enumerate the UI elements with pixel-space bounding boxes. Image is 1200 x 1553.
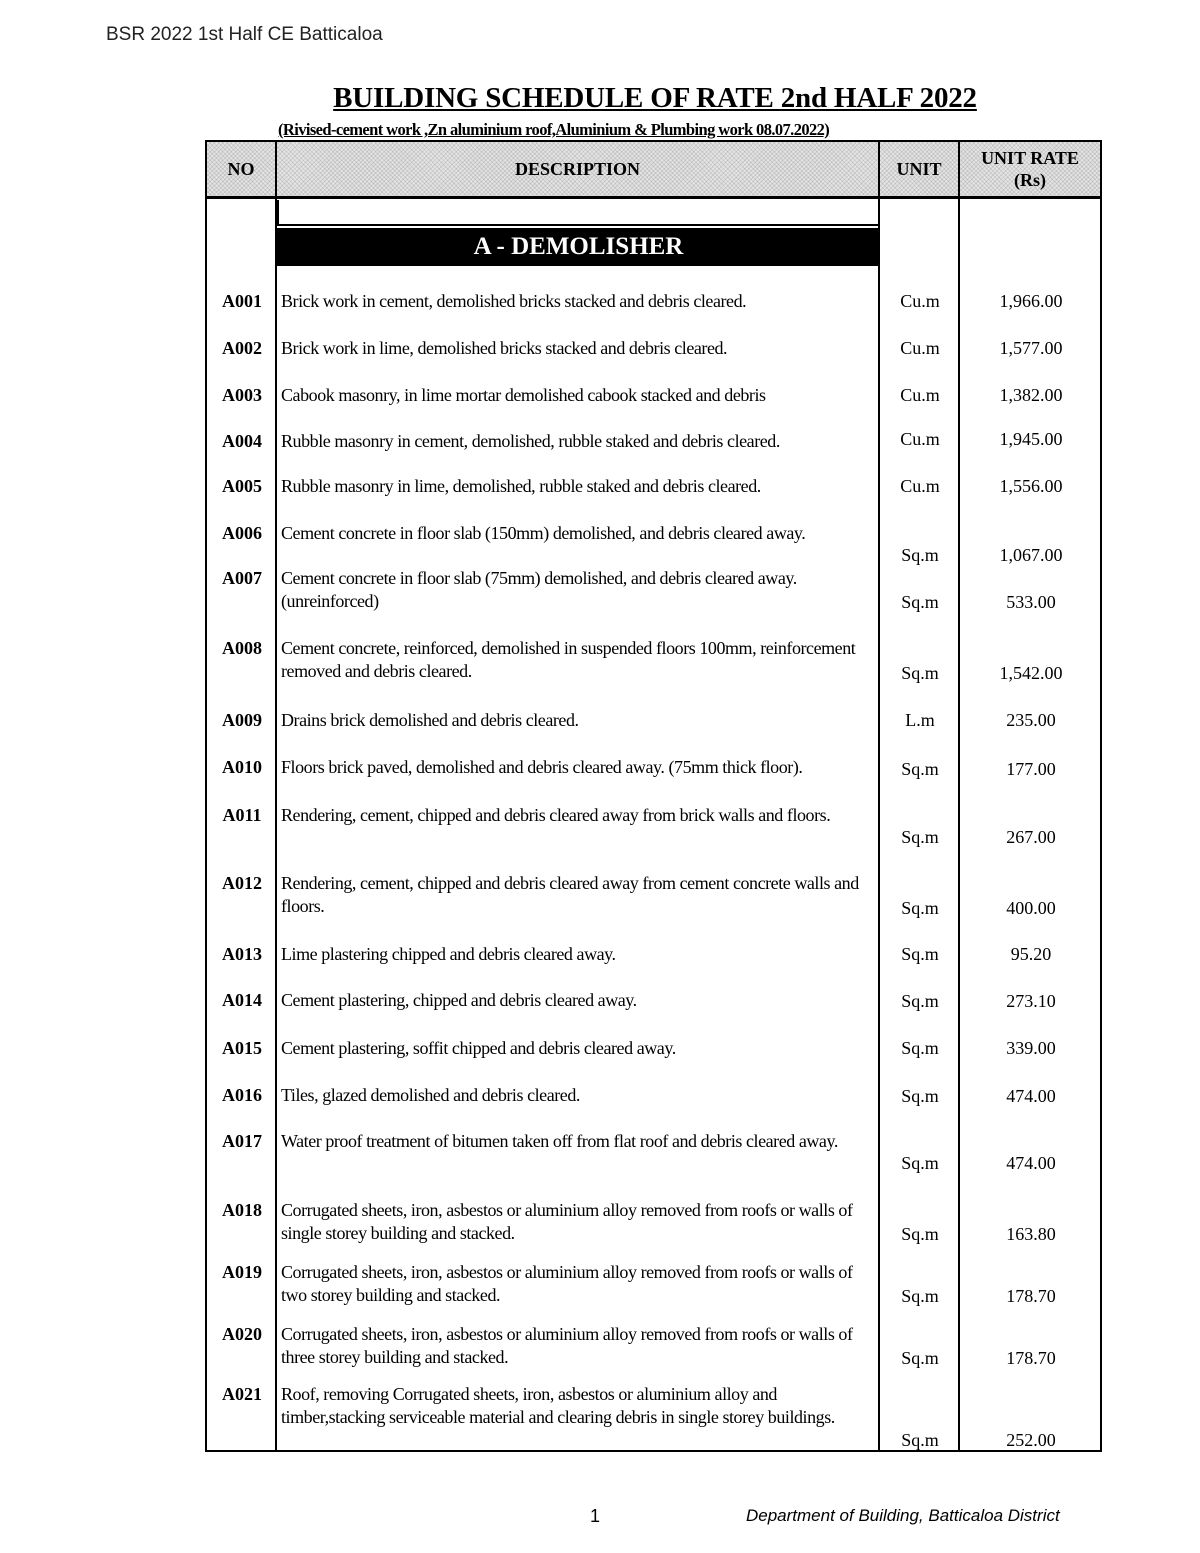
document-title: BUILDING SCHEDULE OF RATE 2nd HALF 2022 (333, 82, 977, 114)
item-unit: Sq.m (901, 898, 939, 918)
section-heading: A - DEMOLISHER (277, 228, 880, 266)
item-rate: 474.00 (1006, 1153, 1056, 1173)
item-code: A021 (222, 1384, 262, 1404)
item-description: Water proof treatment of bitumen taken off from flat roof and debris cleared away. (281, 1131, 838, 1151)
header-unit-rate-line1: UNIT RATE (981, 148, 1079, 168)
item-description: Cement concrete, reinforced, demolished in suspended floors 100mm, reinforcement removed and debris cleared. (281, 638, 856, 681)
item-description: Rendering, cement, chipped and debris cleared away from brick walls and floors. (281, 805, 831, 825)
item-code: A016 (222, 1085, 262, 1105)
item-description: Corrugated sheets, iron, asbestos or aluminium alloy removed from roofs or walls of three storey building and stacked. (281, 1324, 853, 1367)
item-rate: 1,542.00 (999, 663, 1063, 683)
item-description: Cement plastering, soffit chipped and debris cleared away. (281, 1038, 676, 1058)
item-code: A004 (222, 431, 262, 451)
item-description: Cement concrete in floor slab (150mm) demolished, and debris cleared away. (281, 523, 806, 543)
item-unit: Sq.m (901, 1153, 939, 1173)
item-code: A007 (222, 568, 262, 588)
item-unit: Sq.m (901, 1430, 939, 1450)
item-description: Cement concrete in floor slab (75mm) demolished, and debris cleared away. (unreinforced) (281, 568, 797, 611)
item-code: A001 (222, 291, 262, 311)
page-number: 1 (590, 1506, 601, 1526)
item-rate: 1,945.00 (999, 429, 1063, 449)
item-code: A019 (222, 1262, 262, 1282)
item-description: Lime plastering chipped and debris cleared away. (281, 944, 616, 964)
item-unit: Sq.m (901, 827, 939, 847)
item-description: Drains brick demolished and debris cleared. (281, 710, 579, 730)
item-code: A015 (222, 1038, 262, 1058)
header-unit-rate (960, 142, 1100, 196)
running-header: BSR 2022 1st Half CE Batticaloa (106, 24, 383, 45)
item-code: A014 (222, 990, 262, 1010)
item-code: A012 (222, 873, 262, 893)
item-unit: Cu.m (900, 385, 940, 405)
item-code: A009 (222, 710, 262, 730)
item-description: Corrugated sheets, iron, asbestos or aluminium alloy removed from roofs or walls of two storey building and stacked. (281, 1262, 853, 1305)
item-description: Rubble masonry in cement, demolished, rubble staked and debris cleared. (281, 431, 780, 451)
footer-department: Department of Building, Batticaloa District (746, 1506, 1060, 1525)
item-rate: 95.20 (1010, 944, 1052, 964)
item-code: A005 (222, 476, 262, 496)
item-description: Rubble masonry in lime, demolished, rubble staked and debris cleared. (281, 476, 761, 496)
item-rate: 273.10 (1006, 991, 1056, 1011)
header-no: NO (227, 159, 255, 179)
item-code: A011 (222, 805, 262, 825)
item-description: Tiles, glazed demolished and debris cleared. (281, 1085, 580, 1105)
item-description: Floors brick paved, demolished and debris cleared away. (75mm thick floor). (281, 757, 803, 777)
header-description: DESCRIPTION (514, 159, 641, 179)
item-rate: 178.70 (1006, 1348, 1056, 1368)
item-description: Cement plastering, chipped and debris cleared away. (281, 990, 637, 1010)
item-unit: Sq.m (901, 663, 939, 683)
item-code: A018 (222, 1200, 262, 1220)
item-unit: Sq.m (901, 1086, 939, 1106)
item-rate: 1,966.00 (999, 291, 1063, 311)
item-rate: 178.70 (1006, 1286, 1056, 1306)
item-unit: Cu.m (900, 291, 940, 311)
item-unit: L.m (905, 710, 935, 730)
item-rate: 163.80 (1006, 1224, 1056, 1244)
item-code: A010 (222, 757, 262, 777)
item-rate: 474.00 (1006, 1086, 1056, 1106)
item-code: A008 (222, 638, 262, 658)
item-unit: Sq.m (901, 592, 939, 612)
item-rate: 1,577.00 (999, 338, 1063, 358)
item-code: A006 (222, 523, 262, 543)
item-unit: Cu.m (900, 338, 940, 358)
item-unit: Sq.m (901, 1038, 939, 1058)
item-unit: Sq.m (901, 1286, 939, 1306)
item-rate: 235.00 (1006, 710, 1056, 730)
item-unit: Sq.m (901, 1348, 939, 1368)
item-description: Corrugated sheets, iron, asbestos or aluminium alloy removed from roofs or walls of single storey building and stacked. (281, 1200, 853, 1243)
item-description: Roof, removing Corrugated sheets, iron, asbestos or aluminium alloy and timber,stacking serviceable material and clearing debris in single storey buildings. (281, 1384, 835, 1427)
item-rate: 1,067.00 (999, 545, 1063, 565)
item-code: A003 (222, 385, 262, 405)
item-unit: Cu.m (900, 476, 940, 496)
item-rate: 1,382.00 (999, 385, 1063, 405)
item-code: A002 (222, 338, 262, 358)
item-rate: 252.00 (1006, 1430, 1056, 1450)
rate-table (205, 140, 1102, 1452)
document-subtitle: (Rivised-cement work ,Zn aluminium roof,Aluminium & Plumbing work 08.07.2022) (278, 120, 830, 139)
item-code: A020 (222, 1324, 262, 1344)
item-unit: Cu.m (900, 429, 940, 449)
item-rate: 267.00 (1006, 827, 1056, 847)
item-unit: Sq.m (901, 545, 939, 565)
item-rate: 177.00 (1006, 759, 1056, 779)
item-rate: 533.00 (1006, 592, 1056, 612)
item-rate: 1,556.00 (999, 476, 1063, 496)
item-description: Rendering, cement, chipped and debris cleared away from cement concrete walls and floors. (281, 873, 859, 916)
item-unit: Sq.m (901, 991, 939, 1011)
item-unit: Sq.m (901, 1224, 939, 1244)
item-description: Brick work in lime, demolished bricks stacked and debris cleared. (281, 338, 728, 358)
item-description: Brick work in cement, demolished bricks stacked and debris cleared. (281, 291, 747, 311)
header-unit-rate-line2: (Rs) (1014, 170, 1046, 190)
item-rate: 339.00 (1006, 1038, 1056, 1058)
item-description: Cabook masonry, in lime mortar demolished cabook stacked and debris (281, 385, 766, 405)
header-unit: UNIT (896, 159, 942, 179)
item-code: A017 (222, 1131, 262, 1151)
item-unit: Sq.m (901, 759, 939, 779)
item-rate: 400.00 (1006, 898, 1056, 918)
item-code: A013 (222, 944, 262, 964)
item-unit: Sq.m (901, 944, 939, 964)
blank-cell (277, 200, 880, 226)
